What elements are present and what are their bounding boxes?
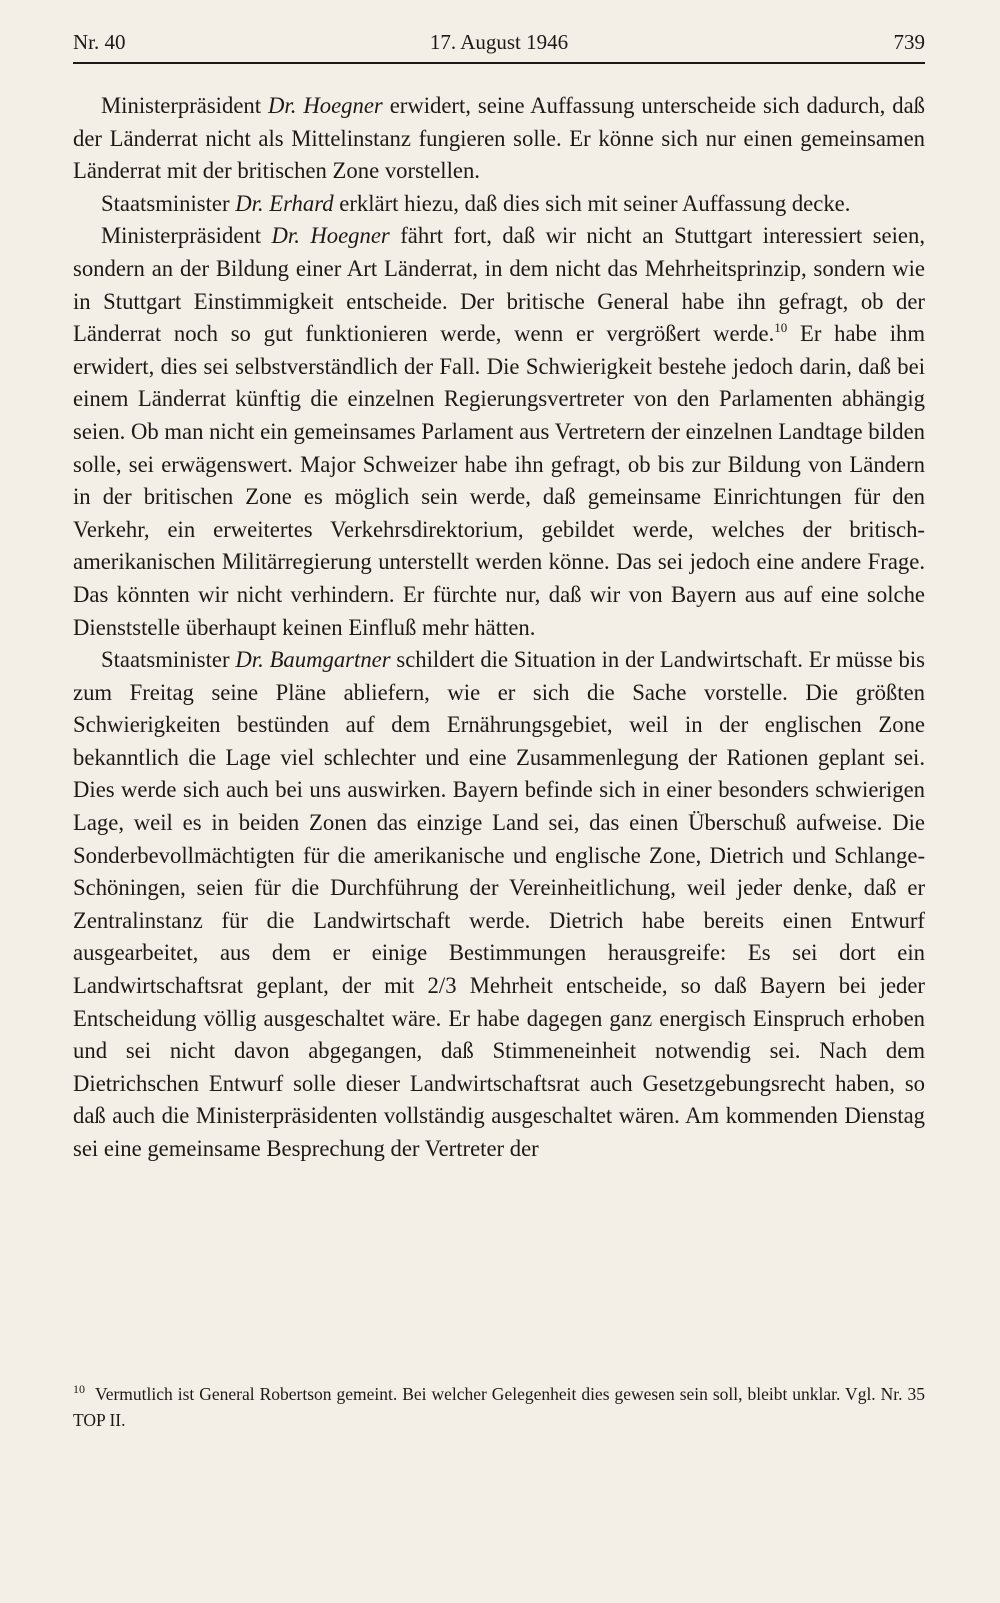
paragraph-text: erwidert, seine Auffassung unterscheide sich dadurch, daß der Länderrat nicht als Mittelinstanz fungieren solle. Er könne sich nur einen gemeinsamen Länderrat mit der britischen Zone vorstellen. [73,93,925,184]
paragraph-text: Er habe ihm erwidert, dies sei selbstverständlich der Fall. Die Schwierigkeit bestehe jedoch darin, daß bei einem Länderrat künftig die einzelnen Regierungsvertreter von den Parlamenten abhängig seien. Ob man nicht ein gemeinsames Parlament aus Vertretern der einzelnen Landtage bilden solle, sei erwägenswert. Major Schweizer habe ihn gefragt, ob bis zur Bildung von Ländern in der britischen Zone es möglich sein werde, daß gemeinsame Einrichtungen für den Verkehr, ein erweitertes Verkehrsdirektorium, gebildet werde, welches der britisch-amerikanischen Militärregierung unterstellt werden könne. Das sei jedoch eine andere Frage. Das könnten wir nicht verhindern. Er fürchte nur, daß wir von Bayern aus auf eine solche Dienststelle überhaupt keinen Einfluß mehr hätten. [73,321,925,640]
speaker-name: Dr. Erhard [235,190,334,216]
paragraph-text: Ministerpräsident [101,223,272,249]
speaker-name: Dr. Hoegner [268,93,383,118]
paragraph [73,220,925,644]
paragraph-text: Staatsminister [101,647,236,673]
footnote-reference: 10 [774,320,788,336]
paragraph-text: schildert die Situation in der Landwirtschaft. Er müsse bis zum Freitag seine Pläne abliefern, wie er sich die Sache vorstelle. Die größten Schwierigkeiten bestünden auf dem Ernährungsgebiet, weil in der englischen Zone bekanntlich die Lage viel schlechter und eine Zusammenlegung der Rationen geplant sei. Dies werde sich auch bei uns auswirken. Bayern befinde sich in einer besonders schwierigen Lage, weil es in beiden Zonen das einzige Land sei, das einen Überschuß aufweise. Die Sonderbevollmächtigten für die amerikanische und englische Zone, Dietrich und Schlange-Schöningen, seien für die Durchführung der Vereinheitlichung, weil jeder denke, daß er Zentralinstanz für die Landwirtschaft werde. Dietrich habe bereits einen Entwurf ausgearbeitet, aus dem er einige Bestimmungen herausgreife: Es sei dort ein Landwirtschaftsrat geplant, der mit 2/3 Mehrheit entscheide, so daß Bayern bei jeder Entscheidung völlig ausgeschaltet wäre. Er habe dagegen ganz energisch Einspruch erhoben und sei nicht davon abgegangen, daß Stimmeneinheit notwendig sei. Nach dem Dietrichschen Entwurf solle dieser Landwirtschaftsrat auch Gesetzgebungsrecht haben, so daß auch die Ministerpräsidenten vollständig ausgeschaltet wären. Am kommenden Dienstag sei eine gemeinsame Besprechung der Vertreter der [73,647,925,1161]
paragraph-text: fährt fort, daß wir nicht an Stuttgart interessiert seien, sondern an der Bildung einer Art Länderrat, in dem nicht das Mehrheitsprinzip, sondern wie in Stuttgart Einstimmigkeit entscheide. Der britische General habe ihn gefragt, ob der Länderrat noch so gut funktionieren werde, wenn er vergrößert werde. [73,223,925,347]
paragraph-text: Ministerpräsident [101,93,269,118]
speaker-name: Dr. Hoegner [271,223,390,249]
paragraph [73,90,925,188]
speaker-name: Dr. Baumgartner [235,647,391,673]
paragraph-text: Staatsminister [101,190,236,216]
paragraph [73,188,925,221]
page-header [73,28,925,60]
paragraph-text: erklärt hiezu, daß dies sich mit seiner Auffassung decke. [333,190,851,216]
page-number: 739 [893,30,925,54]
paragraph [73,644,925,1166]
document-number: Nr. 40 [73,30,126,54]
footnote-text: Vermutlich ist General Robertson gemeint. Bei welcher Gelegenheit dies gewesen sein soll, bleibt unklar. Vgl. Nr. 35 TOP II. [73,1384,925,1430]
footnote: $^{10}$ Vermutlich ist General Robertson gemeint. Bei welcher Gelegenheit dies gewesen sein soll, bleibt unklar. Vgl. Nr. 35 TOP II. [73,1382,925,1430]
header-rule [73,62,925,64]
body-text [73,90,925,1166]
header-date: 17. August 1946 [429,30,569,54]
